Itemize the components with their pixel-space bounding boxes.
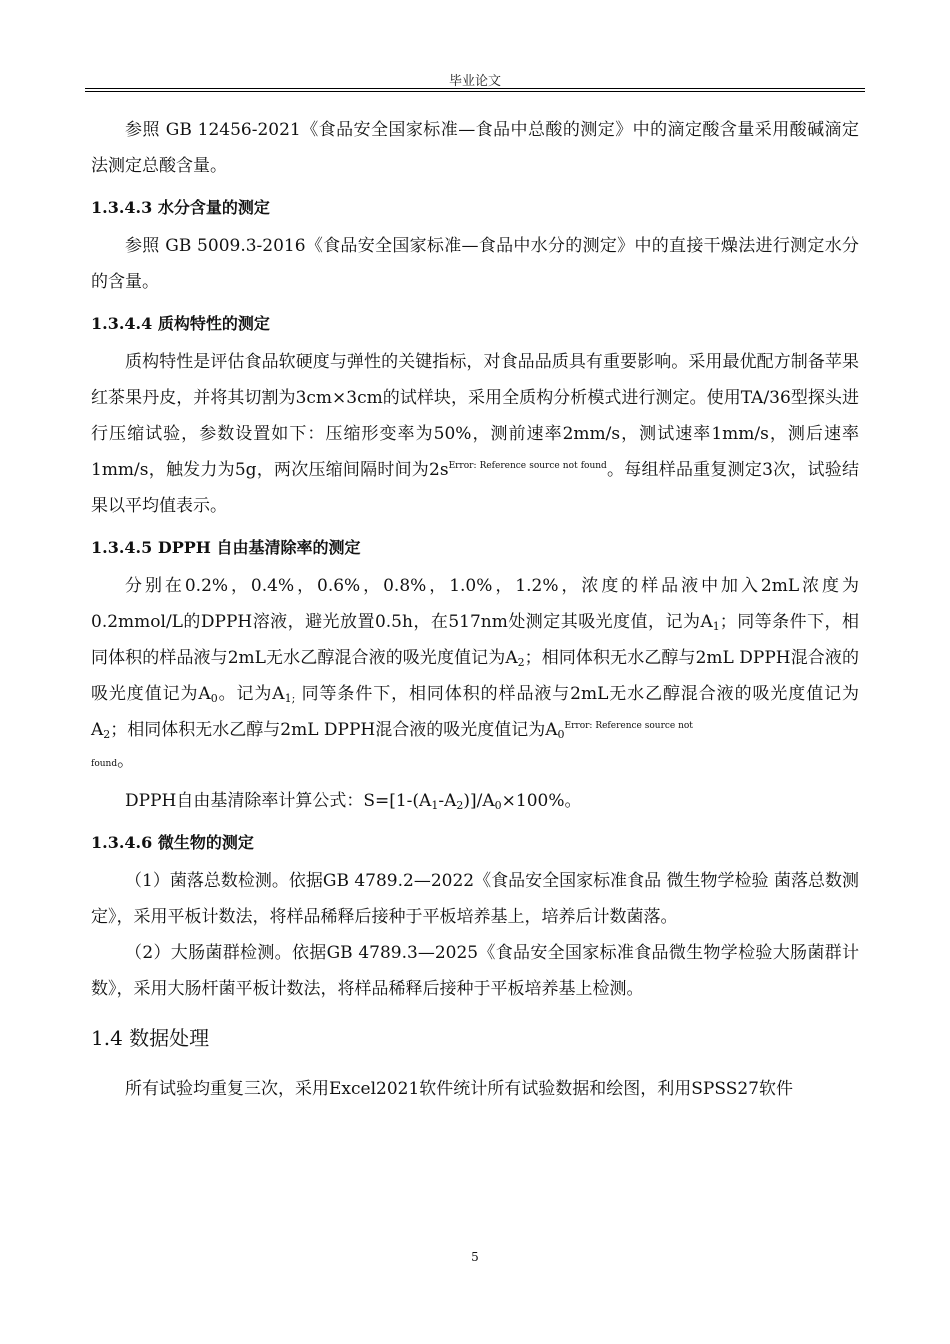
heading-14: 1.4 数据处理 [91,1026,210,1050]
formula-text-d: ×100%。 [501,791,582,811]
formula-sub-2: 2 [456,799,464,812]
dpph-text-3: ；相同体积无水乙醇与2mL DPPH混合液的吸光度值记为A [91,648,859,704]
dpph-text-5: 同等条件下，相同体积的样品液与2mL无水乙醇混合液的吸光度值记为A [91,684,859,740]
dpph-text-1: 分别在0.2%，0.4%，0.6%，0.8%，1.0%，1.2%，浓度的样品液中加入2mL浓度为0.2mmol/L的DPPH溶液，避光放置0.5h，在517nm处测定其吸光度值，记为A [91,576,859,632]
header-rule-double [85,91,865,92]
running-header: 毕业论文 [448,74,501,89]
paragraph-micro-2: （2）大肠菌群检测。依据GB 4789.3—2025《食品安全国家标准食品微生物学检验大肠菌群计数》，采用大肠杆菌平板计数法，将样品稀释后接种于平板培养基上检测。 [91,943,859,999]
dpph-end-mark: 。 [117,751,135,771]
dpph-text-4: 。记为A [217,684,285,704]
subscript-2b: 2 [103,728,111,741]
paragraph-dpph [91,568,859,748]
paragraph-texture [91,344,859,524]
dpph-text-2: ；同等条件下，相同体积的样品液与2mL无水乙醇混合液的吸光度值记为A [91,612,859,668]
reference-found-text: found [91,759,118,769]
body-text [91,112,859,1107]
subscript-1: 1 [712,620,720,633]
texture-text-b: 。每组样品重复测定3次，试验结果以平均值表示。 [91,460,860,516]
formula-sub-0: 0 [494,799,502,812]
paragraph-formula [91,783,859,819]
reference-error-superscript-2: Error: Reference source not [564,721,693,731]
subscript-0: 0 [210,692,218,705]
texture-text-a: 质构特性是评估食品软硬度与弹性的关键指标，对食品品质具有重要影响。采用最优配方制备苹果红茶果丹皮，并将其切割为3cm×3cm的试样块，采用全质构分析模式进行测定。使用TA/36型探头进行压缩试验，参数设置如下：压缩形变率为50%，测前速率2mm/s，测试速率1mm/s，测后速率1mm/s，触发力为5g，两次压缩间隔时间为2s [91,352,859,480]
paragraph-data-processing: 所有试验均重复三次，采用Excel2021软件统计所有试验数据和绘图，利用SPSS27软件 [125,1079,793,1099]
heading-1344: 1.3.4.4 质构特性的测定 [91,314,270,333]
dpph-text-6: ；相同体积无水乙醇与2mL DPPH混合液的吸光度值记为A [110,720,558,740]
heading-1345: 1.3.4.5 DPPH 自由基清除率的测定 [91,538,361,557]
subscript-1b: 1; [284,692,296,705]
reference-error-continuation [91,748,859,777]
formula-text-a: DPPH自由基清除率计算公式：S=[1-(A [125,791,432,811]
formula-sub-1: 1 [431,799,439,812]
paragraph-total-acid: 参照 GB 12456-2021《食品安全国家标准—食品中总酸的测定》中的滴定酸含量采用酸碱滴定法测定总酸含量。 [91,120,859,176]
subscript-2: 2 [517,656,525,669]
formula-text-b: -A [438,791,457,811]
heading-1343: 1.3.4.3 水分含量的测定 [91,198,270,217]
paragraph-moisture: 参照 GB 5009.3-2016《食品安全国家标准—食品中水分的测定》中的直接干燥法进行测定水分的含量。 [91,236,859,292]
heading-1346: 1.3.4.6 微生物的测定 [91,833,254,852]
reference-error-superscript: Error: Reference source not found [448,461,607,471]
formula-text-c: )]/A [463,791,495,811]
subscript-0b: 0 [557,728,565,741]
paragraph-micro-1: （1）菌落总数检测。依据GB 4789.2—2022《食品安全国家标准食品 微生物学检验 菌落总数测定》，采用平板计数法，将样品稀释后接种于平板培养基上，培养后计数菌落。 [91,871,859,927]
header-rule [85,88,865,89]
page-number: 5 [471,1250,479,1264]
